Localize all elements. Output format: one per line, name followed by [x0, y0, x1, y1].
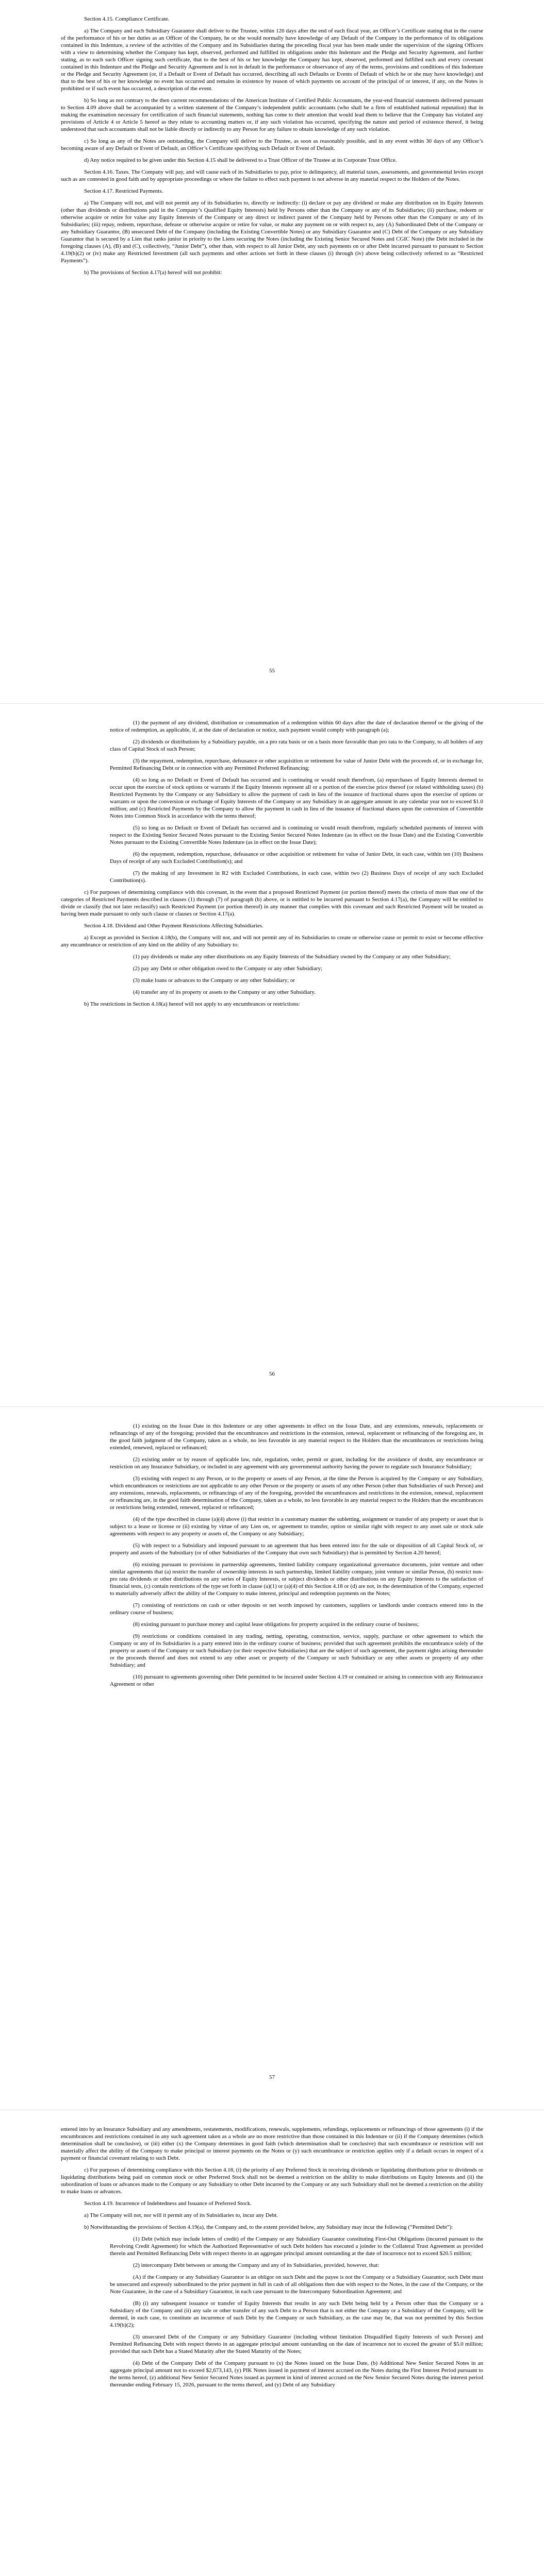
- paragraph: entered into by an Insurance Subsidiary and any amendments, restatements, modifications, renewals, supplements, refundings, replacements or refinancings of those agreements (i) if the encumbrances and restrictions contained in any such agreement taken as a whole are no more restrictive than those contained in this Indenture or (ii) if the Company determines (which determination shall be conclusive), or (iii) either (x) the Company determines in good faith (which determination shall be conclusive) that such encumbrance or restriction will not materially affect the ability of the Company to make principal or interest payments on the Notes or (y) such encumbrance or restriction applies only if a default occurs in respect of a payment or financial covenant relating to such Debt.: [61, 2126, 483, 2161]
- paragraph: (3) the repayment, redemption, repurchase, defeasance or other acquisition or retirement for value of Junior Debt with the proceeds of, or in exchange for, Permitted Refinancing Debt or in connection with any Permitted Preferred Refinancing;: [110, 758, 483, 771]
- paragraph: (2) pay any Debt or other obligation owed to the Company or any other Subsidiary;: [133, 965, 323, 972]
- paragraph: (1) existing on the Issue Date in this Indenture or any other agreements in effect on the Issue Date, and any extensions, renewals, replacements or refinancings of any of the foregoing; provided that the encumbrances and restrictions in the extension, renewal, replacement or refinancing of the foregoing are, in the good faith judgment of the Company, taken as a whole, no less favorable in any material respect to the Holders than the encumbrances or restrictions being extended, renewed, replaced or refinanced;: [110, 1423, 483, 1451]
- paragraph: (7) consisting of restrictions on cash or other deposits or net worth imposed by customers, suppliers or landlords under contracts entered into in the ordinary course of business;: [110, 1602, 483, 1616]
- paragraph: b) So long as not contrary to the then current recommendations of the American Institute of Certified Public Accountants, the year-end financial statements delivered pursuant to Section 4.09 above shall be accompanied by a written statement of the Company’s independent public accountants (who shall be a firm of established national reputation) that in making the examination necessary for certification of such financial statements, nothing has come to their attention that would lead them to believe that the Company has violated any provisions of Article 4 or Article 5 hereof as they relate to accounting matters or, if any such violation has occurred, specifying the nature and period of existence thereof, it being understood that such accountants shall not be liable directly or indirectly to any Person for any failure to obtain knowledge of any such violation.: [61, 97, 483, 132]
- paragraph: c) For purposes of determining compliance with this covenant, in the event that a proposed Restricted Payment (or portion thereof) meets the criteria of more than one of the categories of Restricted Payments described in clauses (1) through (7) of paragraph (b) above, or is entitled to be incurred pursuant to Section 4.17(a), the Company will be entitled to divide or classify (but not later reclassify) such Restricted Payment (or portion thereof) in any manner that complies with this covenant and such Restricted Payment will be treated as having been made pursuant to only such clause or clauses or Section 4.17(a).: [61, 889, 483, 917]
- page-number: 55: [269, 668, 275, 674]
- paragraph: (7) the making of any Investment in R2 with Excluded Contributions, in each case, within two (2) Business Days of receipt of any such Excluded Contribution(s).: [110, 870, 483, 884]
- paragraph: a) The Company will not, nor will it permit any of its Subsidiaries to, incur any Debt.: [84, 2212, 278, 2218]
- paragraph: Section 4.16. Taxes. The Company will pay, and will cause each of its Subsidiaries to pay, prior to delinquency, all material taxes, assessments, and governmental levies except such as are contested in good faith and by appropriate proceedings or where the failure to effect such payment is not adverse in any material respect to the Holders of the Notes.: [61, 169, 483, 182]
- paragraph: (8) existing pursuant to purchase money and capital lease obligations for property acquired in the ordinary course of business;: [133, 1621, 419, 1628]
- page-number: 56: [269, 1371, 275, 1377]
- page-body: [61, 719, 483, 1008]
- paragraph: (5) with respect to a Subsidiary and imposed pursuant to an agreement that has been entered into for the sale or disposition of all Capital Stock of, or property and assets of the Subsidiary (or of other Subsidiaries of the Company that own such Subsidiary) that is permitted by Section 4.20 hereof;: [110, 1543, 483, 1556]
- paragraph: (3) unsecured Debt of the Company or any Subsidiary Guarantor (including without limitation Disqualified Equity Interests of such Person) and Permitted Refinancing Debt with respect thereto in an aggregate principal amount outstanding on the date of incurrence not to exceed the greater of $5.0 million; provided that such Debt has a Stated Maturity after the Stated Maturity of the Notes;: [110, 2334, 483, 2354]
- paragraph: d) Any notice required to be given under this Section 4.15 shall be delivered to a Trust Officer of the Trustee at its Corporate Trust Office.: [84, 157, 397, 163]
- paragraph: (1) Debt (which may include letters of credit) of the Company or any Subsidiary Guarantor constituting First-Out Obligations (incurred pursuant to the Revolving Credit Agreement) for which the Authorized Representative of such Debt holders has executed a joinder to the Collateral Trust Agreement as provided therein and Permitted Refinancing Debt with respect thereto in an aggregate principal amount outstanding at the date of incurrence not to exceed $20.5 million;: [110, 2236, 483, 2257]
- document-page-2: [0, 703, 544, 1406]
- paragraph: (6) the repayment, redemption, repurchase, defeasance or other acquisition or retirement for value of Junior Debt, in each case, within ten (10) Business Days of receipt of any such Excluded Contribution(s); and: [110, 851, 483, 865]
- paragraph: a) Except as provided in Section 4.18(b), the Company will not, and will not permit any of its Subsidiaries to create or otherwise cause or permit to exist or become effective any encumbrance or restriction of any kind on the ability of any Subsidiary to:: [61, 935, 483, 948]
- paragraph: (6) existing pursuant to provisions in partnership agreements, limited liability company organizational governance documents, joint venture and other similar agreements that (a) restrict the transfer of ownership interests in such partnership, limited liability company, joint venture or similar Person, (b) restrict non-pro rata dividends or other distributions on any series of Equity Interests, or subject dividends or other distributions on any Equity Interests to the satisfaction of financial tests, (c) contain restrictions of the type set forth in clause (a)(1) or (a)(4) of this Section 4.18 or (d) are not, in the determination of the Company, expected to materially adversely affect the ability of the Company to make interest, principal and redemption payments on the Notes;: [110, 1562, 483, 1597]
- paragraph: b) The restrictions in Section 4.18(a) hereof will not apply to any encumbrances or restrictions:: [84, 1001, 300, 1007]
- document-page-1: [0, 0, 544, 703]
- paragraph: (2) intercompany Debt between or among the Company and any of its Subsidiaries, provided, however, that:: [133, 2262, 380, 2268]
- page-body: [61, 1422, 483, 1688]
- paragraph: a) The Company and each Subsidiary Guarantor shall deliver to the Trustee, within 120 days after the end of each fiscal year, an Officer’s Certificate stating that in the course of the performance of his or her duties as an Officer of the Company, he or she would normally have knowledge of any Default of the Company in the performance of its obligations contained in this Indenture, a review of the activities of the Company and its Subsidiaries during the preceding fiscal year has been made under the supervision of the signing Officers with a view to determining whether the Company has kept, observed, performed and fulfilled its obligations under this Indenture and the Pledge and Security Agreement, and further stating, as to each such Officer signing such certificate, that to the best of his or her knowledge the Company has kept, observed, performed and fulfilled each and every covenant contained in this Indenture and the Pledge and Security Agreement and is not in default in the performance or observance of any of the terms, provisions and conditions of this Indenture or the Pledge and Security Agreement (or, if a Default or Event of Default has occurred, describing all such Defaults or Events of Default of which he or she may have knowledge) and that to the best of his or her knowledge no event has occurred and remains in existence by reason of which payments on account of the principal of or interest, if any, on the Notes is prohibited or if such event has occurred, a description of the event.: [61, 28, 483, 92]
- page-number: 57: [269, 2074, 275, 2080]
- paragraph: Section 4.18. Dividend and Other Payment Restrictions Affecting Subsidiaries.: [84, 923, 263, 929]
- paragraph: Section 4.17. Restricted Payments.: [84, 188, 163, 194]
- paragraph: c) So long as any of the Notes are outstanding, the Company will deliver to the Trustee, as soon as reasonably possible, and in any event within 30 days of any Officer’s becoming aware of any Default or Event of Default, an Officer’s Certificate specifying such Default or Event of Default.: [61, 138, 483, 151]
- document-page-3: [0, 1406, 544, 2110]
- paragraph: (A) if the Company or any Subsidiary Guarantor is an obligor on such Debt and the payee is not the Company or a Subsidiary Guarantor, such Debt must be unsecured and expressly subordinated to the prior payment in full in cash of all obligations then due with respect to the Notes, in the case of the Company, or the Note Guarantee, in the case of a Subsidiary Guarantor, in each case pursuant to the Intercompany Subordination Agreement; and: [110, 2274, 483, 2295]
- paragraph: (1) the payment of any dividend, distribution or consummation of a redemption within 60 days after the date of declaration thereof or the giving of the notice of redemption, as applicable, if, at the date of declaration or notice, such payment would comply with paragraph (a);: [110, 720, 483, 733]
- paragraph: a) The Company will not, and will not permit any of its Subsidiaries to, directly or indirectly: (i) declare or pay any dividend or make any distribution on its Equity Interests (other than dividends or distributions paid in the Company’s Qualified Equity Interests) held by Persons other than the Company or any of its Subsidiaries; (ii) purchase, redeem or otherwise acquire or retire for value any Equity Interests of the Company or any direct or indirect parent of the Company held by Persons other than the Company or any of its Subsidiaries; (iii) repay, redeem, repurchase, defease or otherwise acquire or retire for value, or make any payment on or with respect to, any (A) Subordinated Debt of the Company or any Subsidiary Guarantor, (B) unsecured Debt of the Company (including the Existing Convertible Notes) or any Subsidiary Guarantor and (C) Debt of the Company or any Subsidiary Guarantor that is secured by a Lien that ranks junior in priority to the Liens securing the Notes (including the Existing Senior Secured Notes and CGIC Note) (the Debt included in the foregoing clauses (A), (B) and (C), collectively, “Junior Debt”), other than, with respect to all Junior Debt, any such payments on or after Debt incurred pursuant to pursuant to Section 4.19(b)(2) or (iv) make any Restricted Investment (all such payments and other actions set forth in these clauses (i) through (iv) above being collectively referred to as “Restricted Payments”).: [61, 200, 483, 264]
- paragraph: Section 4.15. Compliance Certificate.: [84, 16, 170, 22]
- paragraph: (4) Debt of the Company Debt of the Company pursuant to (x) the Notes issued on the Issue Date, (b) Additional New Senior Secured Notes in an aggregate principal amount not to exceed $2,673,143, (y) PIK Notes issued in payment of interest accrued on the Notes during the First Interest Period pursuant to the terms hereof, (z) additional New Senior Secured Notes issued as payment in kind of interest accrued on the New Senior Secured Notes during the interest period thereunder ending February 15, 2026, pursuant to the terms thereof, and (y) Debt of any Subsidiary: [110, 2360, 483, 2388]
- paragraph: (B) (i) any subsequent issuance or transfer of Equity Interests that results in any such Debt being held by a Person other than the Company or a Subsidiary of the Company and (ii) any sale or other transfer of any such Debt to a Person that is not either the Company or a Subsidiary of the Company, will be deemed, in each case, to constitute an incurrence of such Debt by the Company or such Subsidiary, as the case may be, that was not permitted by this Section 4.19(b)(2);: [110, 2300, 483, 2328]
- paragraph: (4) transfer any of its property or assets to the Company or any other Subsidiary.: [133, 989, 316, 995]
- paragraph: b) Notwithstanding the provisions of Section 4.19(a), the Company and, to the extent provided below, any Subsidiary may incur the following (“Permitted Debt”):: [84, 2224, 453, 2230]
- paragraph: (3) make loans or advances to the Company or any other Subsidiary; or: [133, 977, 295, 984]
- paragraph: (9) restrictions or conditions contained in any trading, netting, operating, construction, service, supply, purchase or other agreement to which the Company or any of its Subsidiaries is a party entered into in the ordinary course of business; provided that such agreement prohibits the encumbrance solely of the property or assets of the Company or such Subsidiary (or their respective Subsidiaries) that are the subject of such agreement, the payment rights arising thereunder or the proceeds thereof and does not extend to any other asset or property of the Company or such Subsidiary or any other assets or property of any other Subsidiary; and: [110, 1633, 483, 1668]
- paragraph: (1) pay dividends or make any other distributions on any Equity Interests of the Subsidiary owned by the Company or any other Subsidiary;: [133, 954, 451, 960]
- paragraph: (5) so long as no Default or Event of Default has occurred and is continuing or would result therefrom, regularly scheduled payments of interest with respect to the Existing Senior Secured Notes pursuant to the Existing Senior Secured Notes Indenture (as in effect on the Issue Date) and the Existing Convertible Notes pursuant to the Existing Convertible Notes Indenture (as in effect on the Issue Date);: [110, 825, 483, 845]
- paragraph: (4) so long as no Default or Event of Default has occurred and is continuing or would result therefrom, (a) repurchases of Equity Interests deemed to occur upon the exercise of stock options or warrants if the Equity Interests represent all or a portion of the exercise price thereof (or related withholding taxes) (b) Restricted Payments by the Company or any Subsidiary to allow the payment of cash in lieu of the issuance of fractional shares upon the exercise of options or warrants or upon the conversion or exchange of Equity Interests of the Company or any Subsidiary in an aggregate amount in any calendar year not to exceed $1.0 million; and (c) Restricted Payments by the Company to allow the payment in cash in lieu of the issuance of fractional shares upon the conversion of Convertible Notes into Common Stock in accordance with the terms thereof;: [110, 777, 483, 819]
- paragraph: b) The provisions of Section 4.17(a) hereof will not prohibit:: [84, 269, 222, 276]
- paragraph: (2) existing under or by reason of applicable law, rule, regulation, order, permit or grant, including for the avoidance of doubt, any encumbrance or restriction on any Insurance Subsidiary, or included in any agreement with any governmental authority having the power to regulate such Insurance Subsidiary;: [110, 1456, 483, 1470]
- paragraph: (4) of the type described in clause (a)(4) above (i) that restrict in a customary manner the subletting, assignment or transfer of any property or asset that is subject to a lease or license or (ii) existing by virtue of any Lien on, or agreement to transfer, option or similar right with respect to any asset sale or stock sale agreements with respect to any property or assets of, the Company or any Subsidiary;: [110, 1516, 483, 1537]
- page-body: [61, 15, 483, 276]
- page-body: [61, 2126, 483, 2388]
- paragraph: (10) pursuant to agreements governing other Debt permitted to be incurred under Section 4.19 or contained or arising in connection with any Reinsurance Agreement or other: [110, 1674, 483, 1687]
- paragraph: c) For purposes of determining compliance with this Section 4.18, (i) the priority of any Preferred Stock in receiving dividends or liquidating distributions prior to dividends or liquidating distributions being paid on common stock or other Preferred Stock shall not be deemed a restriction on the ability to make distributions on Equity Interests and (ii) the subordination of loans or advances made to the Company or any Subsidiary to other Debt incurred by the Company or any such Subsidiary shall not be deemed a restriction on the ability to make loans or advances.: [61, 2167, 483, 2195]
- paragraph: Section 4.19. Incurrence of Indebtedness and Issuance of Preferred Stock.: [84, 2200, 252, 2207]
- paragraph: (3) existing with respect to any Person, or to the property or assets of any Person, at the time the Person is acquired by the Company or any Subsidiary, which encumbrances or restrictions are not applicable to any other Person or the property or assets of any other Person (other than Subsidiaries of such Person) and any extensions, renewals, replacements, or refinancings of any of the foregoing, provided the encumbrances and restrictions in the extension, renewal, replacement or refinancing are, in the good faith determination of the Company, taken as a whole, no less favorable in any material respect to the Holders than the encumbrances or restrictions being extended, renewed, replaced or refinanced;: [110, 1476, 483, 1511]
- paragraph: (2) dividends or distributions by a Subsidiary payable, on a pro rata basis or on a basis more favorable than pro rata to the Company, to all holders of any class of Capital Stock of such Person;: [110, 739, 483, 752]
- document-page-4: [0, 2110, 544, 2576]
